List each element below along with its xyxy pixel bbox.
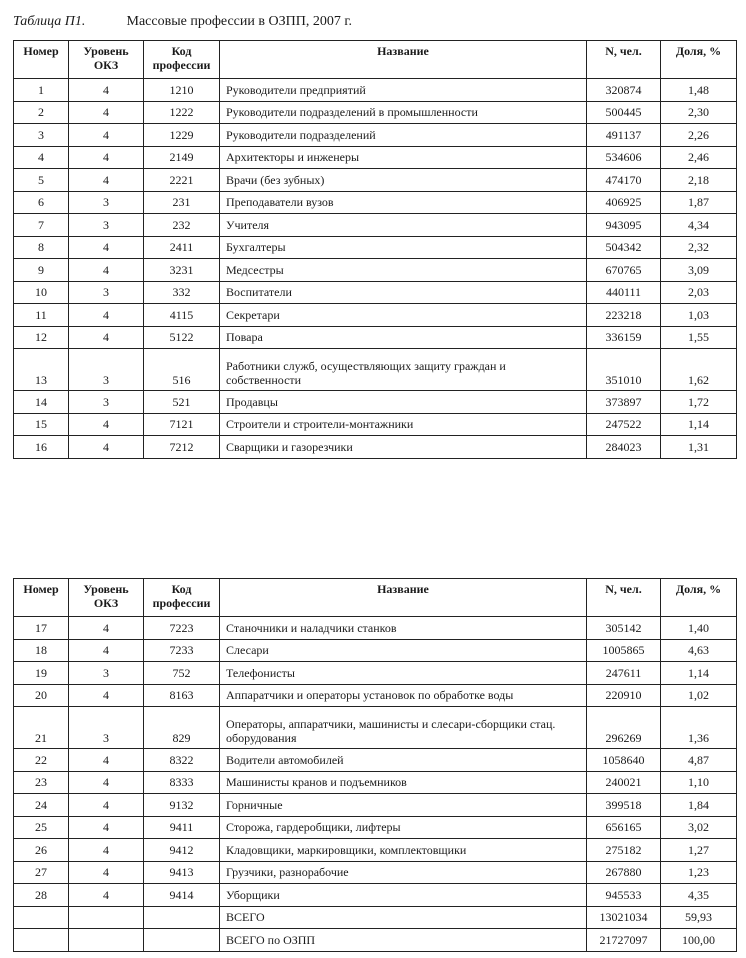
cell-share: 1,10 — [661, 771, 737, 794]
table-row — [14, 639, 737, 662]
cell-count: 320874 — [587, 79, 661, 102]
cell-code: 9411 — [144, 816, 220, 839]
cell-count: 296269 — [587, 707, 661, 749]
table-row — [14, 304, 737, 327]
cell-number: 27 — [14, 861, 69, 884]
cell-number: 17 — [14, 617, 69, 640]
cell-code — [144, 906, 220, 929]
cell-number: 26 — [14, 839, 69, 862]
cell-count: 373897 — [587, 391, 661, 414]
cell-count: 670765 — [587, 259, 661, 282]
cell-share: 1,48 — [661, 79, 737, 102]
cell-number: 14 — [14, 391, 69, 414]
table-row — [14, 391, 737, 414]
cell-code: 1222 — [144, 101, 220, 124]
header-share: Доля, % — [661, 41, 737, 79]
table-1-body — [14, 79, 737, 459]
cell-code: 7223 — [144, 617, 220, 640]
cell-name: Грузчики, разнорабочие — [220, 861, 587, 884]
cell-number: 11 — [14, 304, 69, 327]
table-row — [14, 884, 737, 907]
cell-name: Руководители подразделений в промышленности — [220, 101, 587, 124]
cell-number: 18 — [14, 639, 69, 662]
cell-share: 3,09 — [661, 259, 737, 282]
cell-number: 5 — [14, 169, 69, 192]
cell-level: 3 — [69, 349, 144, 391]
cell-share: 2,46 — [661, 146, 737, 169]
cell-number: 24 — [14, 794, 69, 817]
professions-table-part-1 — [13, 40, 737, 459]
cell-share: 1,02 — [661, 684, 737, 707]
cell-level: 3 — [69, 214, 144, 237]
cell-level: 4 — [69, 259, 144, 282]
header-count: N, чел. — [587, 579, 661, 617]
cell-name: Сварщики и газорезчики — [220, 436, 587, 459]
cell-share: 4,35 — [661, 884, 737, 907]
cell-code: 3231 — [144, 259, 220, 282]
cell-name: Архитекторы и инженеры — [220, 146, 587, 169]
header-level: Уровень ОКЗ — [69, 579, 144, 617]
cell-level: 4 — [69, 413, 144, 436]
cell-name: ВСЕГО — [220, 906, 587, 929]
cell-name: Руководители предприятий — [220, 79, 587, 102]
cell-code: 8163 — [144, 684, 220, 707]
cell-number: 16 — [14, 436, 69, 459]
cell-share: 4,34 — [661, 214, 737, 237]
cell-code: 1210 — [144, 79, 220, 102]
cell-code: 7233 — [144, 639, 220, 662]
cell-number — [14, 929, 69, 952]
cell-code: 8333 — [144, 771, 220, 794]
cell-count: 534606 — [587, 146, 661, 169]
cell-level: 4 — [69, 816, 144, 839]
cell-number: 7 — [14, 214, 69, 237]
cell-code: 332 — [144, 281, 220, 304]
cell-count: 500445 — [587, 101, 661, 124]
cell-name: Кладовщики, маркировщики, комплектовщики — [220, 839, 587, 862]
table-row — [14, 436, 737, 459]
cell-count: 247522 — [587, 413, 661, 436]
table-row — [14, 124, 737, 147]
table-row — [14, 771, 737, 794]
cell-name: Водители автомобилей — [220, 749, 587, 772]
cell-code: 2221 — [144, 169, 220, 192]
cell-count: 656165 — [587, 816, 661, 839]
cell-name: Руководители подразделений — [220, 124, 587, 147]
cell-number: 3 — [14, 124, 69, 147]
cell-code: 7121 — [144, 413, 220, 436]
table-row — [14, 861, 737, 884]
cell-share: 1,31 — [661, 436, 737, 459]
cell-code: 231 — [144, 191, 220, 214]
cell-code: 9413 — [144, 861, 220, 884]
cell-number: 25 — [14, 816, 69, 839]
cell-share: 1,14 — [661, 413, 737, 436]
cell-count: 440111 — [587, 281, 661, 304]
cell-name: Станочники и наладчики станков — [220, 617, 587, 640]
cell-share: 1,36 — [661, 707, 737, 749]
cell-level: 4 — [69, 861, 144, 884]
cell-count: 247611 — [587, 662, 661, 685]
cell-number: 8 — [14, 236, 69, 259]
cell-level: 3 — [69, 662, 144, 685]
cell-count: 399518 — [587, 794, 661, 817]
cell-level: 4 — [69, 326, 144, 349]
cell-level: 4 — [69, 617, 144, 640]
caption-title: Массовые профессии в ОЗПП, 2007 г. — [126, 14, 352, 29]
cell-level: 4 — [69, 79, 144, 102]
cell-count: 945533 — [587, 884, 661, 907]
cell-code: 2149 — [144, 146, 220, 169]
cell-count: 474170 — [587, 169, 661, 192]
cell-code — [144, 929, 220, 952]
cell-name: Преподаватели вузов — [220, 191, 587, 214]
cell-number: 12 — [14, 326, 69, 349]
header-name: Название — [220, 41, 587, 79]
table-row — [14, 413, 737, 436]
cell-code: 8322 — [144, 749, 220, 772]
cell-code: 1229 — [144, 124, 220, 147]
cell-count: 240021 — [587, 771, 661, 794]
cell-level: 4 — [69, 304, 144, 327]
cell-count: 1005865 — [587, 639, 661, 662]
cell-count: 504342 — [587, 236, 661, 259]
cell-name: Слесари — [220, 639, 587, 662]
cell-name: Операторы, аппаратчики, машинисты и слесари-сборщики стац. оборудования — [220, 707, 587, 749]
cell-number: 28 — [14, 884, 69, 907]
cell-count: 491137 — [587, 124, 661, 147]
cell-level: 4 — [69, 684, 144, 707]
cell-number: 10 — [14, 281, 69, 304]
cell-number: 6 — [14, 191, 69, 214]
cell-name: Продавцы — [220, 391, 587, 414]
header-count: N, чел. — [587, 41, 661, 79]
cell-number: 15 — [14, 413, 69, 436]
cell-name: Учителя — [220, 214, 587, 237]
cell-share: 1,40 — [661, 617, 737, 640]
table-row — [14, 794, 737, 817]
cell-number: 22 — [14, 749, 69, 772]
cell-count: 21727097 — [587, 929, 661, 952]
cell-level: 4 — [69, 146, 144, 169]
cell-share: 2,18 — [661, 169, 737, 192]
cell-code: 232 — [144, 214, 220, 237]
table-row — [14, 617, 737, 640]
table-row — [14, 749, 737, 772]
cell-code: 4115 — [144, 304, 220, 327]
cell-code: 829 — [144, 707, 220, 749]
cell-name: Работники служб, осуществляющих защиту граждан и собственности — [220, 349, 587, 391]
cell-level: 3 — [69, 391, 144, 414]
cell-count: 351010 — [587, 349, 661, 391]
table-row — [14, 707, 737, 749]
cell-count: 284023 — [587, 436, 661, 459]
cell-share: 3,02 — [661, 816, 737, 839]
cell-name: Горничные — [220, 794, 587, 817]
header-number: Номер — [14, 41, 69, 79]
cell-count: 943095 — [587, 214, 661, 237]
header-code: Код профессии — [144, 41, 220, 79]
cell-name: Воспитатели — [220, 281, 587, 304]
cell-number: 21 — [14, 707, 69, 749]
header-row — [14, 41, 737, 79]
cell-number: 2 — [14, 101, 69, 124]
cell-level: 4 — [69, 169, 144, 192]
cell-name: Уборщики — [220, 884, 587, 907]
cell-name: Повара — [220, 326, 587, 349]
header-level: Уровень ОКЗ — [69, 41, 144, 79]
cell-number: 23 — [14, 771, 69, 794]
cell-level: 3 — [69, 191, 144, 214]
cell-name: Телефонисты — [220, 662, 587, 685]
table-row — [14, 281, 737, 304]
cell-name: Секретари — [220, 304, 587, 327]
total-row — [14, 906, 737, 929]
caption-label: Таблица П1. — [13, 14, 86, 29]
cell-level: 4 — [69, 794, 144, 817]
cell-code: 2411 — [144, 236, 220, 259]
table-caption — [13, 14, 352, 30]
cell-level: 4 — [69, 436, 144, 459]
cell-share: 4,87 — [661, 749, 737, 772]
cell-number: 19 — [14, 662, 69, 685]
cell-share: 1,84 — [661, 794, 737, 817]
cell-name: Машинисты кранов и подъемников — [220, 771, 587, 794]
cell-level — [69, 929, 144, 952]
cell-count: 336159 — [587, 326, 661, 349]
cell-share: 100,00 — [661, 929, 737, 952]
cell-name: ВСЕГО по ОЗПП — [220, 929, 587, 952]
table-row — [14, 101, 737, 124]
cell-level: 3 — [69, 281, 144, 304]
table-row — [14, 169, 737, 192]
cell-count: 406925 — [587, 191, 661, 214]
cell-level: 4 — [69, 101, 144, 124]
table-row — [14, 349, 737, 391]
header-number: Номер — [14, 579, 69, 617]
cell-share: 4,63 — [661, 639, 737, 662]
cell-count: 275182 — [587, 839, 661, 862]
cell-share: 2,30 — [661, 101, 737, 124]
table-row — [14, 79, 737, 102]
cell-count: 305142 — [587, 617, 661, 640]
cell-number: 9 — [14, 259, 69, 282]
cell-level: 4 — [69, 639, 144, 662]
table-row — [14, 259, 737, 282]
header-code: Код профессии — [144, 579, 220, 617]
cell-share: 1,55 — [661, 326, 737, 349]
cell-number: 4 — [14, 146, 69, 169]
cell-count: 13021034 — [587, 906, 661, 929]
cell-code: 9132 — [144, 794, 220, 817]
cell-share: 1,62 — [661, 349, 737, 391]
cell-level: 4 — [69, 884, 144, 907]
cell-number — [14, 906, 69, 929]
cell-level: 4 — [69, 839, 144, 862]
cell-share: 2,26 — [661, 124, 737, 147]
cell-count: 220910 — [587, 684, 661, 707]
cell-code: 9414 — [144, 884, 220, 907]
table-row — [14, 214, 737, 237]
cell-number: 13 — [14, 349, 69, 391]
cell-code: 9412 — [144, 839, 220, 862]
cell-name: Врачи (без зубных) — [220, 169, 587, 192]
table-row — [14, 191, 737, 214]
header-share: Доля, % — [661, 579, 737, 617]
cell-share: 1,72 — [661, 391, 737, 414]
cell-name: Сторожа, гардеробщики, лифтеры — [220, 816, 587, 839]
cell-name: Медсестры — [220, 259, 587, 282]
table-row — [14, 816, 737, 839]
professions-table-part-2 — [13, 578, 737, 952]
cell-level: 3 — [69, 707, 144, 749]
cell-count: 1058640 — [587, 749, 661, 772]
cell-code: 752 — [144, 662, 220, 685]
cell-name: Аппаратчики и операторы установок по обработке воды — [220, 684, 587, 707]
cell-share: 1,87 — [661, 191, 737, 214]
cell-share: 59,93 — [661, 906, 737, 929]
header-row — [14, 579, 737, 617]
cell-share: 1,14 — [661, 662, 737, 685]
cell-code: 5122 — [144, 326, 220, 349]
cell-level: 4 — [69, 749, 144, 772]
cell-code: 521 — [144, 391, 220, 414]
total-row — [14, 929, 737, 952]
cell-share: 2,03 — [661, 281, 737, 304]
table-row — [14, 326, 737, 349]
cell-number: 1 — [14, 79, 69, 102]
table-2-body — [14, 617, 737, 952]
cell-level: 4 — [69, 124, 144, 147]
table-row — [14, 839, 737, 862]
table-row — [14, 236, 737, 259]
cell-level: 4 — [69, 236, 144, 259]
cell-share: 1,27 — [661, 839, 737, 862]
cell-level — [69, 906, 144, 929]
cell-name: Бухгалтеры — [220, 236, 587, 259]
cell-name: Строители и строители-монтажники — [220, 413, 587, 436]
table-row — [14, 146, 737, 169]
cell-number: 20 — [14, 684, 69, 707]
table-row — [14, 662, 737, 685]
header-name: Название — [220, 579, 587, 617]
table-row — [14, 684, 737, 707]
cell-share: 1,23 — [661, 861, 737, 884]
cell-share: 2,32 — [661, 236, 737, 259]
cell-code: 7212 — [144, 436, 220, 459]
cell-share: 1,03 — [661, 304, 737, 327]
cell-level: 4 — [69, 771, 144, 794]
cell-count: 223218 — [587, 304, 661, 327]
cell-count: 267880 — [587, 861, 661, 884]
cell-code: 516 — [144, 349, 220, 391]
